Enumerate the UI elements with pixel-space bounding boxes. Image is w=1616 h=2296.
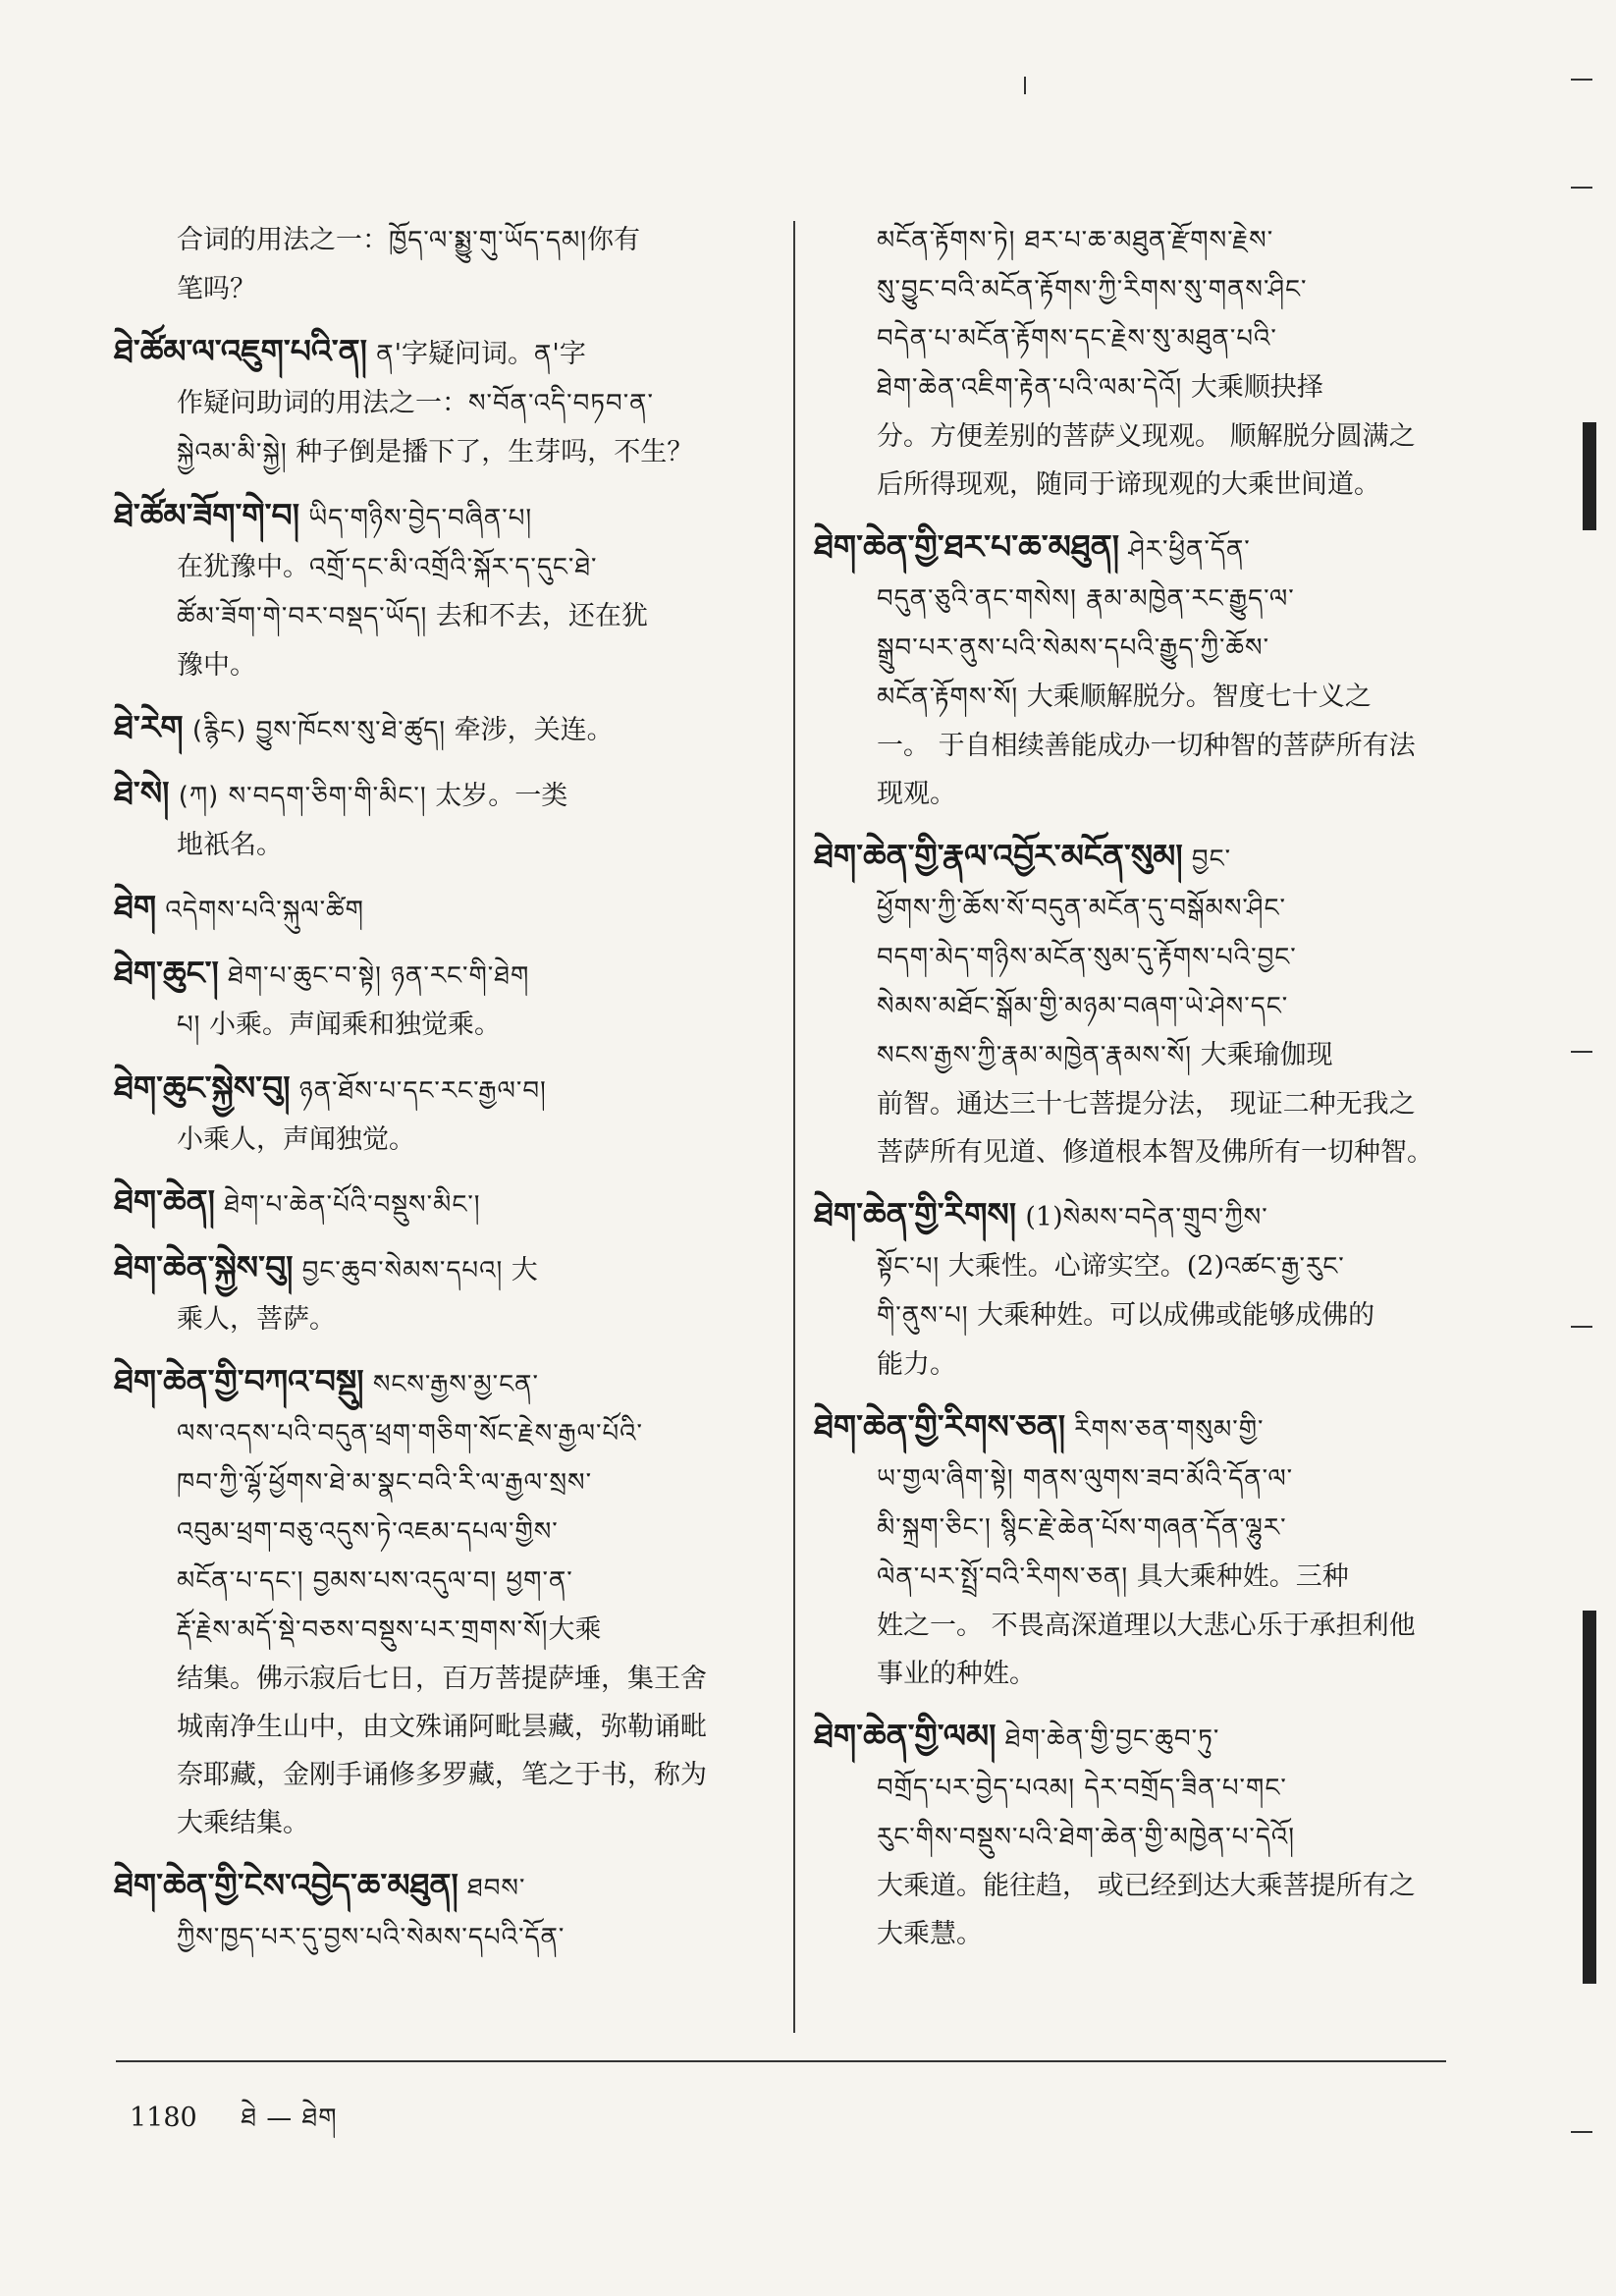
chinese-text: 种子倒是播下了，生芽吗，不生？ [287, 437, 694, 467]
edge-tick [1571, 1051, 1592, 1053]
entry-line [114, 949, 797, 1001]
chinese-text: 现观。 [877, 779, 956, 809]
entry-line [820, 461, 1497, 509]
dictionary-entry [114, 1177, 797, 1230]
tibetan-text: སྒྲུབ་པར་ནུས་པའི་སེམས་དཔའི་རྒྱུད་ཀྱི་ཆོས་ [877, 633, 1270, 663]
entry-line [820, 933, 1497, 982]
entry-line [120, 1913, 797, 1962]
tibetan-text: བདག་མེད་གཉིས་མངོན་སུམ་དུ་རྟོགས་པའི་བྱང་ [877, 943, 1297, 972]
entry-line [114, 491, 797, 543]
entry-line [820, 1553, 1497, 1602]
entry-line [820, 1031, 1497, 1080]
headword: ཐེག་ཆུང་། [114, 954, 219, 992]
entry-line [114, 327, 797, 379]
tibetan-text: ཐེག་ཆེན་འཇིག་རྟེན་པའི་ལམ་དེའོ། [877, 373, 1183, 403]
entry-line [820, 1862, 1497, 1910]
right-column [814, 216, 1497, 1972]
tibetan-text: ཡ་གྱལ་ཞིག་སྟེ། གནས་ལུགས་ཟབ་མོའི་དོན་ལ་ [877, 1464, 1294, 1494]
tibetan-text: རིགས་ཅན་གསུམ་གྱི་ [1065, 1415, 1265, 1445]
headword: ཐེག་ཆེན་གྱི་ལམ། [814, 1717, 997, 1755]
dictionary-entry [820, 216, 1497, 509]
headword: ཐེག་ཆེན། [114, 1182, 215, 1221]
entry-line [820, 1128, 1497, 1176]
entry-line [820, 770, 1497, 818]
chinese-text: (1) [1025, 1202, 1063, 1232]
dictionary-entry [814, 1712, 1497, 1958]
entry-line [114, 1243, 797, 1295]
entry-line [120, 1409, 797, 1458]
entry-line [114, 769, 797, 821]
entry-line [820, 363, 1497, 412]
entry-line [820, 884, 1497, 933]
tibetan-text: སེམས་བདེན་གྲུབ་ཀྱིས་ [1062, 1203, 1268, 1232]
entry-line [120, 1655, 797, 1703]
entry-line [120, 1295, 797, 1343]
dictionary-entry [814, 1190, 1497, 1389]
entry-line [120, 543, 797, 592]
dictionary-entry [114, 1861, 797, 1962]
chinese-text: 地祇名。 [177, 830, 283, 860]
headword: ཐེག་ཆུང་སྐྱེས་བུ། [114, 1068, 291, 1107]
tibetan-text: ན [367, 340, 395, 369]
chinese-text: 合词的用法之一： [177, 225, 389, 255]
chinese-text: 具大乘种姓。三种 [1128, 1561, 1349, 1592]
chinese-text: 后所得现观，随同于谛现观的大乘世间道。 [877, 469, 1380, 500]
chinese-text: 作疑问助词的用法之一： [177, 388, 468, 418]
entry-line [820, 412, 1497, 461]
entry-line [814, 1402, 1497, 1454]
chinese-text: 一。 于自相续善能成办一切种智的菩萨所有法 [877, 731, 1416, 761]
tibetan-text: ལས་འདས་པའི་བདུན་ཕྲག་གཅིག་སོང་རྗེས་རྒྱལ་པོའི་ [177, 1419, 644, 1449]
chinese-text: 能力。 [877, 1349, 956, 1380]
tibetan-text: (ཀ) ས་བདག་ཅིག་གི་མིང་། [169, 782, 427, 811]
entry-line [820, 314, 1497, 363]
dictionary-entry [114, 769, 797, 869]
footer-rule [116, 2060, 1446, 2062]
dictionary-entry [114, 491, 797, 689]
entry-line [820, 1813, 1497, 1862]
dictionary-entry [114, 703, 797, 755]
top-tick-mark [1024, 77, 1026, 94]
entry-line [820, 722, 1497, 770]
chinese-text: 大乘种姓。可以成佛或能够成佛的 [968, 1300, 1375, 1331]
chinese-text: 姓之一。 不畏高深道理以大悲心乐于承担利他 [877, 1611, 1416, 1641]
edge-tick [1571, 79, 1592, 81]
entry-line [120, 641, 797, 689]
dictionary-entry [814, 1402, 1497, 1698]
page-footer [130, 2090, 373, 2161]
entry-line [120, 592, 797, 641]
tibetan-text: བདེན་པ་མངོན་རྟོགས་དང་རྗེས་སུ་མཐུན་པའི་ [877, 324, 1277, 354]
entry-line [814, 522, 1497, 574]
tibetan-text: ན [534, 340, 553, 369]
headword: ཐེ་ཚོམ་ཟོག་གེ་བ། [114, 496, 300, 534]
edge-tick [1571, 1326, 1592, 1328]
headword: ཐེག་ཆེན་གྱི་རྣལ་འབྱོར་མངོན་སུམ། [814, 837, 1183, 875]
dictionary-entry [814, 832, 1497, 1176]
entry-line [114, 1177, 797, 1230]
entry-line [820, 1340, 1497, 1389]
entry-line [820, 1910, 1497, 1958]
chinese-text: 城南净生山中，由文殊诵阿毗昙藏，弥勒诵毗 [177, 1712, 707, 1742]
headword: ཐེག་ཆེན་གྱི་ངེས་འབྱེད་ཆ་མཐུན། [114, 1866, 458, 1904]
chinese-text: 笔吗？ [177, 274, 256, 304]
chinese-text: 在犹豫中。 [177, 552, 309, 582]
entry-line [114, 1357, 797, 1409]
entry-line [120, 1507, 797, 1557]
tibetan-text: ཐེག་ཆེན་གྱི་བྱང་ཆུབ་ཏུ་ [996, 1724, 1220, 1754]
tibetan-text: ཀྱིས་ཁྱད་པར་དུ་བྱས་པའི་སེམས་དཔའི་དོན་ [177, 1923, 566, 1952]
tibetan-text: ས་བོན་འདི་བཏབ་ན་ [468, 389, 654, 418]
edge-tick [1571, 187, 1592, 189]
page-range: ཐེ — ཐེག [241, 2104, 338, 2133]
tibetan-text: འཚང་རྒྱ་རུང་ [1223, 1252, 1345, 1282]
entry-line [820, 624, 1497, 673]
entry-line [114, 1861, 797, 1913]
chinese-text: 前智。通达三十七菩提分法， 现证二种无我之 [877, 1089, 1416, 1120]
tibetan-text: སུ་བྱུང་བའི་མངོན་རྟོགས་ཀྱི་རིགས་སུ་གནས་ཤིང་ [877, 275, 1308, 304]
tibetan-text: བགྲོད་པར་བྱེད་པའམ། དེར་བགྲོད་ཟིན་པ་གང་ [877, 1774, 1287, 1803]
tibetan-text: རྡོ་རྗེས་མདོ་སྡེ་བཅས་བསྡུས་པར་གྲགས་སོ། [177, 1615, 549, 1645]
entry-line [120, 265, 797, 313]
entry-line [820, 982, 1497, 1031]
tibetan-text: ཐབས་ [458, 1874, 526, 1903]
chinese-text: 乘人，菩萨。 [177, 1304, 336, 1335]
entry-line [820, 265, 1497, 314]
chinese-text: 奈耶藏，金刚手诵修多罗藏，笔之于书，称为 [177, 1760, 707, 1790]
tibetan-text: པ། [177, 1011, 201, 1040]
entry-line [114, 883, 797, 935]
headword: ཐེ་སེ། [114, 774, 170, 812]
entry-line [820, 1454, 1497, 1503]
tibetan-text: སངས་རྒྱས་མྱ་ངན་ [363, 1370, 539, 1399]
tibetan-text: འབུམ་ཕྲག་བཅུ་འདུས་ཏེ་འཇམ་དཔལ་གྱིས་ [177, 1517, 559, 1547]
chinese-text: 大乘瑜伽现 [1191, 1040, 1333, 1070]
entry-line [120, 428, 797, 477]
tibetan-text: ཁབ་ཀྱི་ལྷོ་ཕྱོགས་ཐེ་མ་སྣང་བའི་རི་ལ་རྒྱལ་སྲས་ [177, 1468, 593, 1498]
chinese-text: 结集。佛示寂后七日，百万菩提萨埵，集王舍 [177, 1664, 707, 1694]
tibetan-text: ཡིད་གཉིས་བྱེད་བཞིན་པ། [299, 504, 533, 533]
headword: ཐེ་ཚོམ་ལ་འཇུག་པའི་ན། [114, 332, 367, 370]
dictionary-entry [114, 949, 797, 1050]
entry-line [120, 1557, 797, 1606]
tibetan-text: བདུན་ཅུའི་ནང་གསེས། རྣམ་མཁྱེན་རང་རྒྱུད་ལ་ [877, 584, 1295, 614]
tibetan-text: མངོན་རྟོགས་སོ། [877, 683, 1019, 712]
entry-line [120, 1799, 797, 1847]
dictionary-entry [114, 883, 797, 935]
tibetan-text: རུང་གིས་བསྡུས་པའི་ཐེག་ཆེན་གྱི་མཁྱེན་པ་དེའོ། [877, 1823, 1296, 1852]
tibetan-text: འདེགས་པའི་སྐུལ་ཚིག [156, 896, 364, 925]
left-column [114, 216, 797, 1976]
entry-line [814, 1190, 1497, 1242]
chinese-text: 大乘 [548, 1614, 602, 1645]
chinese-text: 大 [503, 1255, 538, 1285]
dictionary-entry [814, 522, 1497, 818]
entry-line [120, 1703, 797, 1751]
entry-line [120, 1606, 797, 1655]
chinese-text: 小乘。声闻乘和独觉乘。 [200, 1010, 502, 1040]
column-divider [793, 221, 795, 2033]
entry-line [120, 1458, 797, 1507]
chinese-text: 你有 [586, 225, 640, 255]
entry-line [114, 703, 797, 755]
entry-line [120, 1001, 797, 1050]
entry-line [814, 832, 1497, 884]
tibetan-text: བྱང་ [1182, 845, 1232, 874]
chinese-text: 大乘道。能往趋， 或已经到达大乘菩提所有之 [877, 1871, 1416, 1901]
tibetan-text: (རྙིང) བྱུས་ཁོངས་སུ་ཐེ་ཚུད། [183, 716, 447, 745]
tibetan-text: མངོན་པ་དང་། བྱམས་པས་འདུལ་བ། ཕྱག་ན་ [177, 1566, 573, 1596]
chinese-text: 太岁。一类 [426, 781, 568, 811]
dictionary-entry [114, 327, 797, 477]
chinese-text: 大乘顺解脱分。智度七十义之 [1018, 682, 1372, 712]
headword: ཐེག་ཆེན་གྱི་རིགས་ཅན། [814, 1407, 1066, 1446]
tibetan-text: ཕྱོགས་ཀྱི་ཆོས་སོ་བདུན་མངོན་དུ་བསྒོམས་ཤིང་ [877, 894, 1286, 923]
entry-line [120, 1116, 797, 1164]
chinese-text: 大乘顺抉择 [1182, 372, 1323, 403]
tibetan-text: མི་སྐྲག་ཅིང་། སྙིང་རྗེ་ཆེན་པོས་གཞན་དོན་ལྷུར་ [877, 1513, 1287, 1543]
tibetan-text: ཁྱོད་ལ་སྨྱུ་གུ་ཡོད་དམ། [389, 226, 587, 255]
binding-edge-mark [1583, 1611, 1596, 1984]
dictionary-entry [114, 1243, 797, 1343]
entry-line [820, 1242, 1497, 1291]
entry-line [820, 1503, 1497, 1553]
chinese-text: '字疑问词。 [394, 339, 535, 369]
dictionary-entry [114, 1357, 797, 1847]
tibetan-text: ཉན་ཐོས་པ་དང་རང་རྒྱལ་བ། [290, 1076, 547, 1106]
chinese-text: 分。方便差别的菩萨义现观。 顺解脱分圆满之 [877, 421, 1416, 452]
entry-line [814, 1712, 1497, 1764]
headword: ཐེག་ཆེན་གྱི་ཐར་པ་ཆ་མཐུན། [814, 527, 1120, 566]
entry-line [120, 1751, 797, 1799]
entry-line [820, 216, 1497, 265]
entry-line [820, 673, 1497, 722]
headword: ཐེག་ཆེན་སྐྱེས་བུ། [114, 1248, 294, 1286]
tibetan-text: ཐེག་པ་ཆེན་པོའི་བསྡུས་མིང་། [214, 1190, 481, 1220]
tibetan-text: སྐྱེའམ་མི་སྐྱེ། [177, 438, 288, 467]
headword: ཐེག་ཆེན་གྱི་རིགས། [814, 1195, 1017, 1233]
entry-line [120, 379, 797, 428]
headword: ཐེ་རེག [114, 708, 184, 746]
tibetan-text: ཚོམ་ཟོག་གེ་བར་བསྡད་ཡོད། [177, 602, 428, 631]
chinese-text: 大乘慧。 [877, 1919, 983, 1949]
chinese-text: 小乘人，声闻独觉。 [177, 1124, 415, 1155]
chinese-text: 事业的种姓。 [877, 1659, 1036, 1689]
entry-line [114, 1064, 797, 1116]
entry-line [120, 821, 797, 869]
headword: ཐེག་ཆེན་གྱི་བཀའ་བསྡུ། [114, 1362, 364, 1400]
tibetan-text [1016, 1203, 1025, 1232]
chinese-text: 牵涉，关连。 [446, 715, 614, 745]
tibetan-text: མངོན་རྟོགས་ཏེ། ཐར་པ་ཆ་མཐུན་རྫོགས་རྗེས་ [877, 226, 1274, 255]
tibetan-text: གི་ནུས་པ། [877, 1301, 969, 1331]
chinese-text: 去和不去，还在犹 [427, 601, 648, 631]
tibetan-text: ཐེག་པ་ཆུང་བ་སྟེ། ཉན་རང་གི་ཐེག [218, 961, 530, 991]
tibetan-text: སྟོང་པ། [877, 1252, 941, 1282]
entry-line [820, 1602, 1497, 1650]
binding-edge-mark [1583, 422, 1596, 530]
dictionary-entry [120, 216, 797, 313]
chinese-text: 大乘性。心谛实空。(2) [940, 1251, 1224, 1282]
edge-tick [1571, 2131, 1592, 2133]
entry-line [820, 574, 1497, 624]
page-number: 1180 [130, 2103, 197, 2133]
entry-line [820, 1080, 1497, 1128]
entry-line [820, 1650, 1497, 1698]
chinese-text: 豫中。 [177, 650, 256, 681]
tibetan-text: ལེན་པར་སྤྲོ་བའི་རིགས་ཅན། [877, 1562, 1129, 1592]
tibetan-text: སངས་རྒྱས་ཀྱི་རྣམ་མཁྱེན་རྣམས་སོ། [877, 1041, 1192, 1070]
dictionary-entry [114, 1064, 797, 1164]
entry-line [820, 1291, 1497, 1340]
tibetan-text: འགྲོ་དང་མི་འགྲོའི་སྐོར་ད་དུང་ཐེ་ [309, 553, 598, 582]
tibetan-text: ཤེར་ཕྱིན་དོན་ [1119, 535, 1251, 565]
entry-line [820, 1764, 1497, 1813]
chinese-text: 大乘结集。 [177, 1808, 309, 1838]
headword: ཐེག [114, 888, 157, 926]
entry-line [120, 216, 797, 265]
tibetan-text: སེམས་མཐོང་སྒོམ་གྱི་མཉམ་བཞག་ཡེ་ཤེས་དང་ [877, 992, 1289, 1021]
chinese-text: '字 [552, 339, 586, 369]
chinese-text: 菩萨所有见道、修道根本智及佛所有一切种智。 [877, 1137, 1433, 1168]
tibetan-text: བྱང་ཆུབ་སེམས་དཔའ། [293, 1256, 504, 1285]
